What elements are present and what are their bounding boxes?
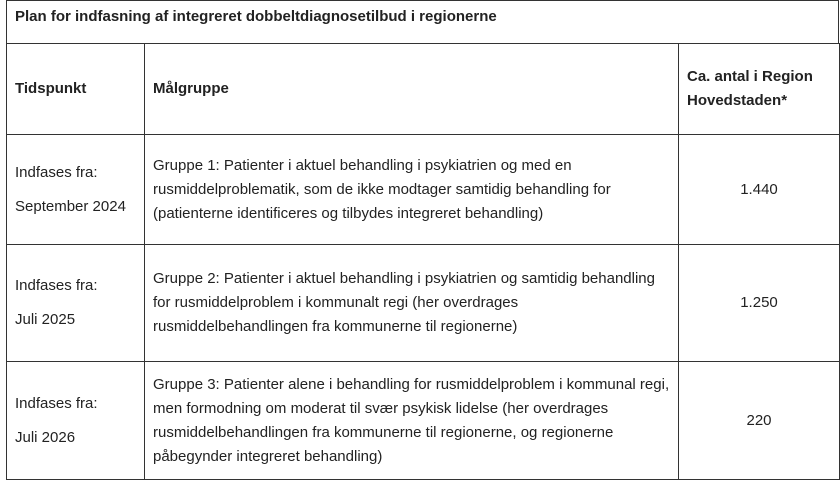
header-count: Ca. antal i Region Hovedstaden* bbox=[679, 44, 840, 135]
phase-label: Indfases fra: bbox=[15, 277, 98, 294]
count-cell: 220 bbox=[679, 362, 840, 480]
count-cell: 1.250 bbox=[679, 245, 840, 362]
phase-cell bbox=[7, 135, 145, 245]
header-group: Målgruppe bbox=[145, 44, 679, 135]
group-cell: Gruppe 3: Patienter alene i behandling for rusmiddelproblem i kommunal regi, men formodning om moderat til svær psykisk lidelse (her overdrages rusmiddelbehandlingen fra kommunerne til regionerne, og regionerne påbegynder integreret behandling) bbox=[145, 362, 679, 480]
phase-date: September 2024 bbox=[15, 197, 126, 215]
count-cell: 1.440 bbox=[679, 135, 840, 245]
group-cell: Gruppe 2: Patienter i aktuel behandling i psykiatrien og samtidig behandling for rusmiddelproblem i kommunalt regi (her overdrages rusmiddelbehandlingen fra kommunerne til regionerne) bbox=[145, 245, 679, 362]
phase-cell bbox=[7, 362, 145, 480]
table-row bbox=[7, 135, 840, 245]
phase-label: Indfases fra: bbox=[15, 163, 98, 181]
phase-date: Juli 2026 bbox=[15, 428, 76, 446]
header-time: Tidspunkt bbox=[7, 44, 145, 135]
plan-grid bbox=[6, 43, 840, 480]
table-row bbox=[7, 362, 840, 480]
header-row bbox=[7, 44, 840, 135]
table-caption: Plan for indfasning af integreret dobbeltdiagnosetilbud i regionerne bbox=[6, 0, 839, 43]
phase-plan-table bbox=[6, 0, 840, 480]
group-cell: Gruppe 1: Patienter i aktuel behandling i psykiatrien og med en rusmiddelproblematik, som de ikke modtager samtidig behandling for (patienterne identificeres og tilbydes integreret behandling) bbox=[145, 135, 679, 245]
table-row bbox=[7, 245, 840, 362]
phase-date: Juli 2025 bbox=[15, 311, 76, 328]
phase-cell bbox=[7, 245, 145, 362]
phase-label: Indfases fra: bbox=[15, 394, 98, 412]
